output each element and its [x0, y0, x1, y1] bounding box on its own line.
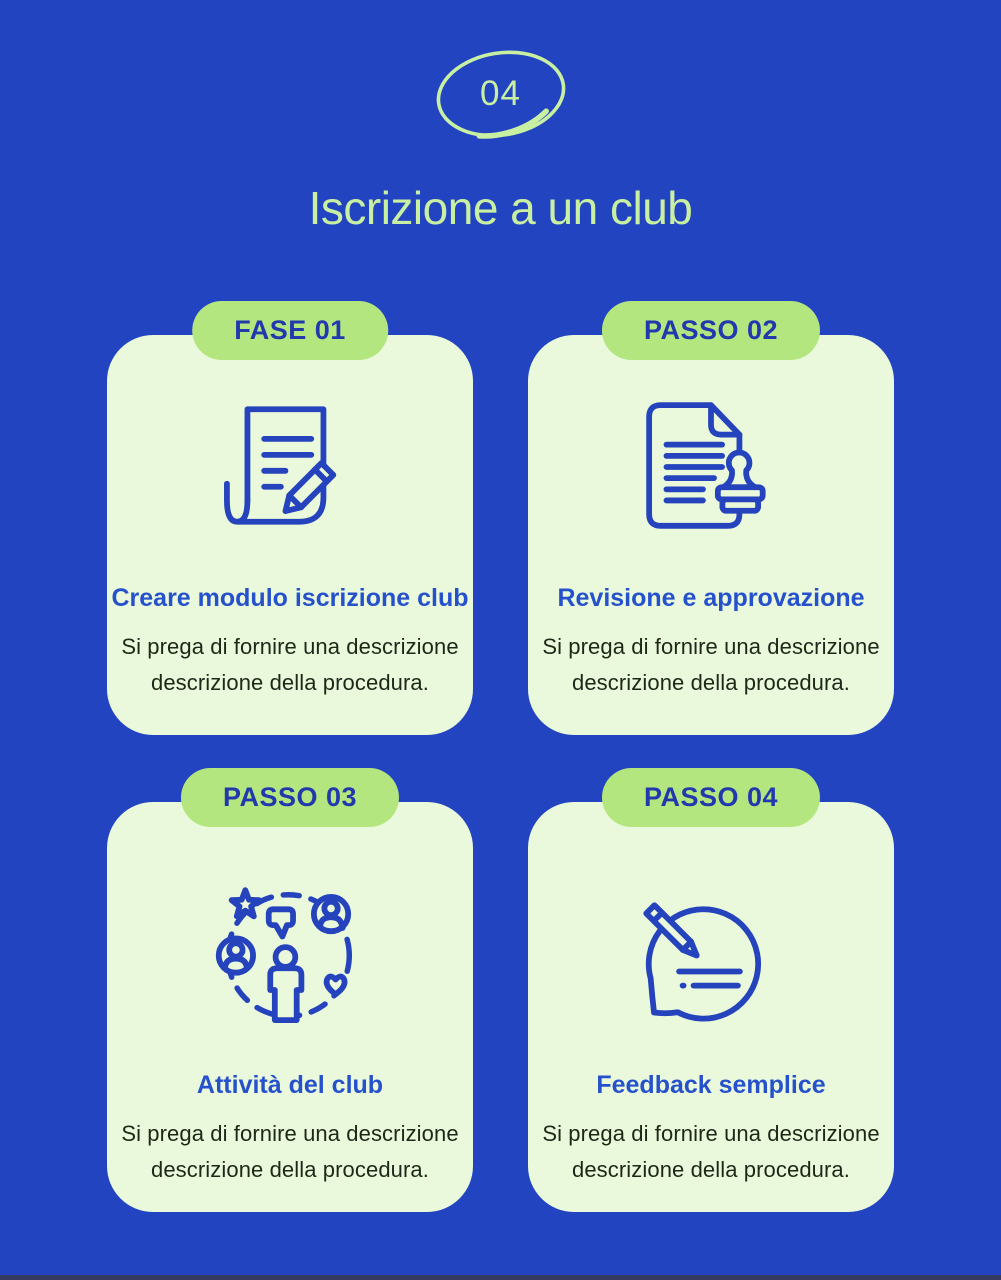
step-heading: Feedback semplice	[596, 1071, 826, 1099]
step-description: Si prega di fornire una descrizione descrizione della procedura.	[542, 634, 880, 695]
community-icon	[214, 878, 366, 1030]
step-card-1	[107, 315, 473, 735]
step-heading: Attività del club	[196, 1071, 384, 1099]
step-description: Si prega di fornire una descrizione descrizione della procedura.	[121, 1121, 459, 1182]
step-heading: Revisione e approvazione	[557, 584, 865, 612]
step-card-2	[528, 315, 894, 735]
step-number: 04	[480, 74, 521, 113]
document-stamp-icon	[635, 391, 787, 543]
step-badge: FASE 01	[192, 301, 388, 360]
step-card-4	[528, 782, 894, 1212]
step-heading: Creare modulo iscrizione club	[111, 584, 469, 612]
bottom-edge-strip	[0, 1275, 1001, 1280]
step-badge: PASSO 04	[602, 768, 820, 827]
step-description: Si prega di fornire una descrizione descrizione della procedura.	[121, 634, 459, 695]
step-description: Si prega di fornire una descrizione descrizione della procedura.	[542, 1121, 880, 1182]
step-card-3	[107, 782, 473, 1212]
page-title: Iscrizione a un club	[308, 182, 693, 234]
header	[0, 46, 1001, 236]
steps-grid	[0, 315, 1001, 1212]
step-badge: PASSO 03	[181, 768, 399, 827]
step-badge: PASSO 02	[602, 301, 820, 360]
feedback-pencil-icon	[635, 878, 787, 1030]
document-pencil-icon	[214, 391, 366, 543]
step-number-ellipse	[431, 46, 571, 142]
